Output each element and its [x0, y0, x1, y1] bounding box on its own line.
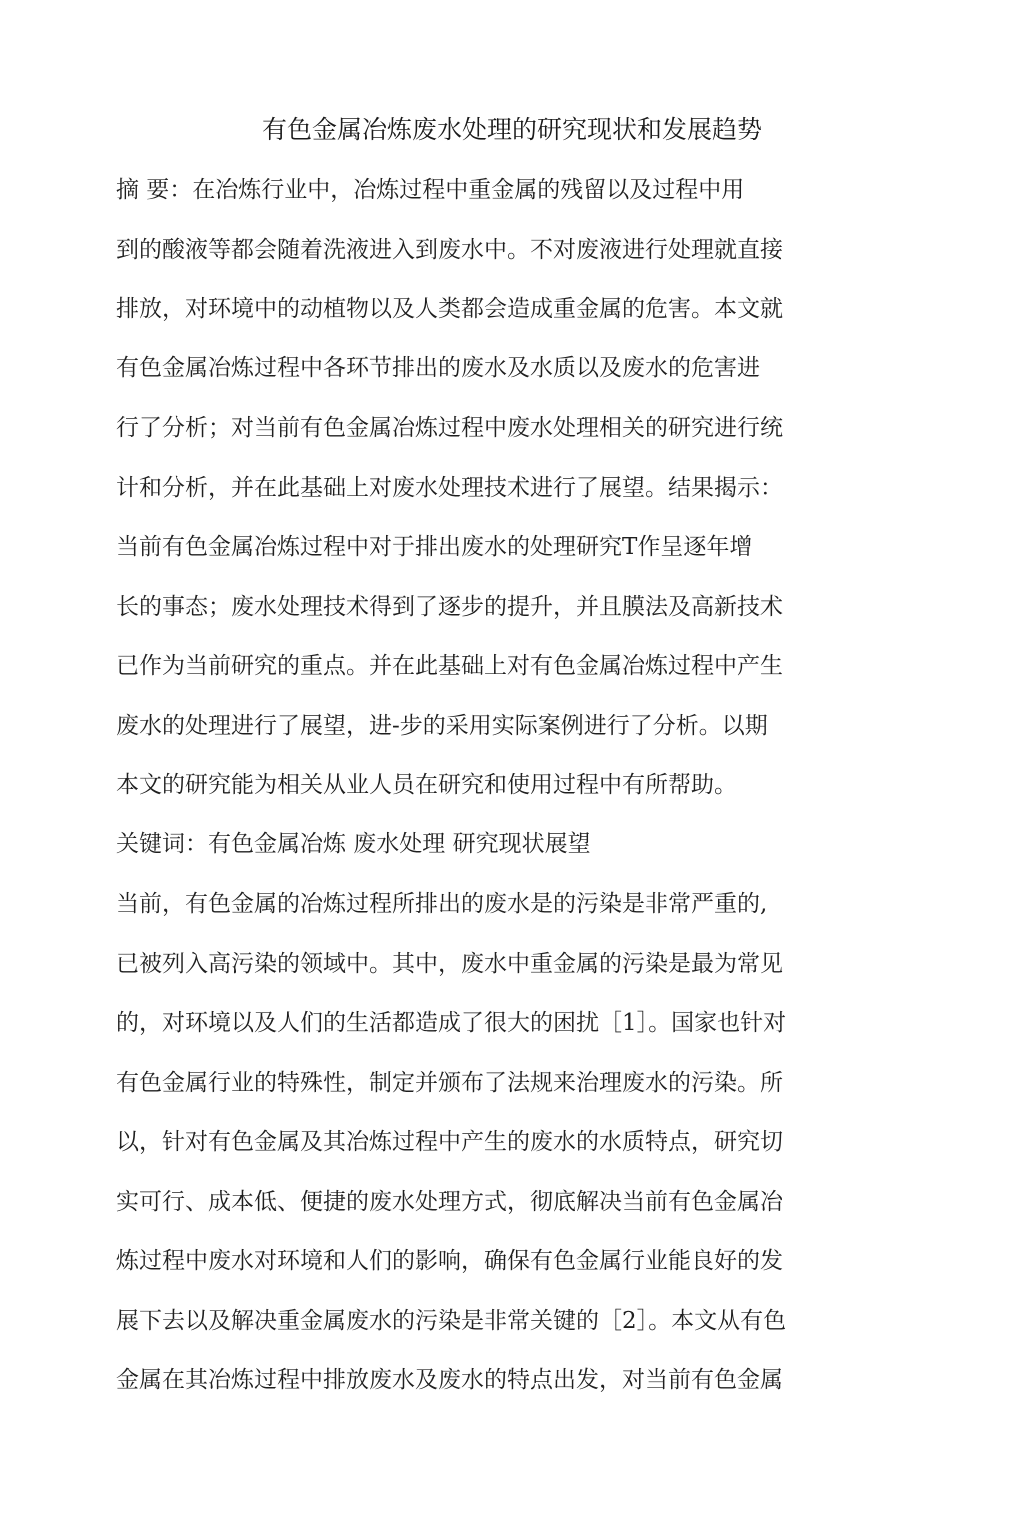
- text-line-abstract-5: 行了分析；对当前有色金属冶炼过程中废水处理相关的研究进行统: [116, 415, 783, 441]
- text-line-body-7: 炼过程中废水对环境和人们的影响，确保有色金属行业能良好的发: [116, 1248, 783, 1274]
- text-line-body-5: 以，针对有色金属及其冶炼过程中产生的废水的水质特点，研究切: [116, 1129, 783, 1155]
- text-line-abstract-9: 已作为当前研究的重点。并在此基础上对有色金属冶炼过程中产生: [116, 653, 783, 679]
- text-line-abstract-3: 排放，对环境中的动植物以及人类都会造成重金属的危害。本文就: [116, 296, 783, 322]
- document-title: 有色金属冶炼废水处理的研究现状和发展趋势: [261, 115, 762, 144]
- text-line-body-8: 展下去以及解决重金属废水的污染是非常关键的［2］。本文从有色: [116, 1308, 787, 1334]
- text-line-body-2: 已被列入高污染的领域中。其中，废水中重金属的污染是最为常见: [116, 951, 783, 977]
- text-line-abstract-8: 长的事态；废水处理技术得到了逐步的提升，并且膜法及高新技术: [116, 594, 783, 620]
- text-line-body-4: 有色金属行业的特殊性，制定并颁布了法规来治理废水的污染。所: [116, 1070, 783, 1096]
- text-line-body-1: 当前，有色金属的冶炼过程所排出的废水是的污染是非常严重的,: [116, 891, 768, 917]
- text-line-body-6: 实可行、成本低、便捷的废水处理方式，彻底解决当前有色金属冶: [116, 1189, 783, 1215]
- text-line-abstract-10: 废水的处理进行了展望，进-步的采用实际案例进行了分析。以期: [116, 713, 768, 739]
- keywords-line: 关键词：有色金属冶炼 废水处理 研究现状展望: [116, 831, 591, 857]
- text-line-body-3: 的，对环境以及人们的生活都造成了很大的困扰［1］。国家也针对: [116, 1010, 787, 1036]
- text-line-abstract-2: 到的酸液等都会随着洗液进入到废水中。不对废液进行处理就直接: [116, 237, 783, 263]
- text-line-abstract-4: 有色金属冶炼过程中各环节排出的废水及水质以及废水的危害进: [116, 355, 760, 381]
- text-line-abstract-7: 当前有色金属冶炼过程中对于排出废水的处理研究T作呈逐年增: [116, 534, 753, 560]
- text-line-abstract-6: 计和分析，并在此基础上对废水处理技术进行了展望。结果揭示：: [116, 475, 783, 501]
- text-line-body-9: 金属在其冶炼过程中排放废水及废水的特点出发，对当前有色金属: [116, 1367, 783, 1393]
- text-line-abstract-1: 摘 要：在冶炼行业中，冶炼过程中重金属的残留以及过程中用: [116, 177, 745, 203]
- text-line-abstract-11: 本文的研究能为相关从业人员在研究和使用过程中有所帮助。: [116, 772, 737, 798]
